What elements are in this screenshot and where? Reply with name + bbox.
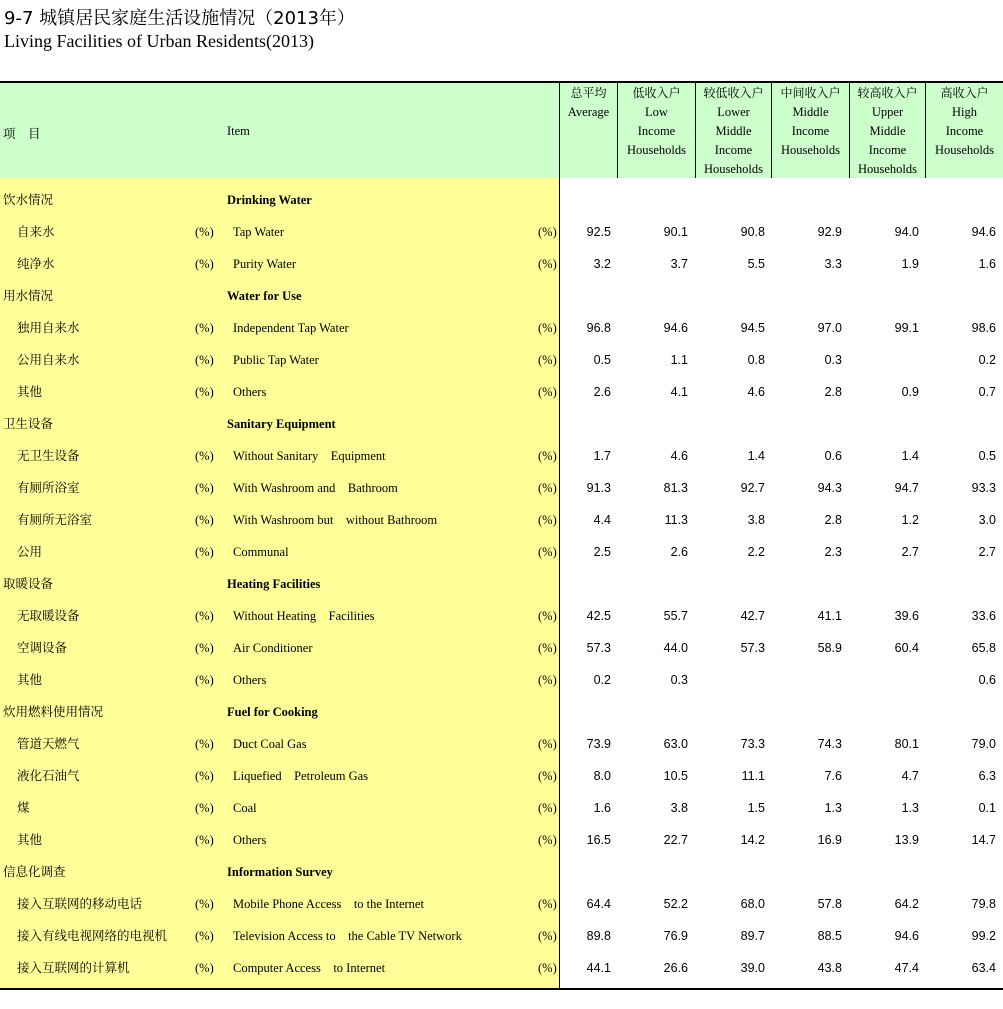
unit-zh: (%)	[195, 897, 214, 911]
category-label-en: Fuel for Cooking	[227, 705, 318, 719]
value-cell: 0.1	[978, 801, 996, 815]
item-label-zh: 有厕所浴室	[17, 480, 80, 495]
unit-zh: (%)	[195, 545, 214, 559]
value-cell: 44.1	[586, 961, 611, 975]
category-row	[0, 408, 1003, 440]
item-label-en: Liquefied Petroleum Gas	[233, 769, 369, 783]
value-cell: 2.5	[593, 545, 611, 559]
value-cell: 88.5	[817, 929, 842, 943]
item-label-en: Independent Tap Water	[233, 321, 349, 335]
category-label-zh: 用水情况	[3, 288, 54, 303]
value-cell: 6.3	[978, 769, 996, 783]
category-row	[0, 696, 1003, 728]
table-row	[0, 504, 1003, 536]
value-cell: 4.1	[670, 385, 688, 399]
unit-en: (%)	[538, 801, 557, 815]
unit-en: (%)	[538, 833, 557, 847]
value-cell: 89.7	[740, 929, 765, 943]
value-cell: 3.8	[747, 513, 765, 527]
column-header-en-line: Households	[857, 162, 918, 176]
item-label-en: Others	[233, 385, 267, 399]
value-cell: 2.6	[593, 385, 611, 399]
value-cell: 94.6	[663, 321, 688, 335]
unit-zh: (%)	[195, 321, 214, 335]
value-cell: 3.0	[978, 513, 996, 527]
item-label-en: Others	[233, 833, 267, 847]
value-cell: 63.0	[663, 737, 688, 751]
column-header-en-line: Households	[626, 143, 687, 157]
unit-zh: (%)	[195, 961, 214, 975]
value-cell: 1.2	[901, 513, 919, 527]
value-cell: 4.7	[901, 769, 919, 783]
value-cell: 7.6	[824, 769, 842, 783]
item-label-en: Without Sanitary Equipment	[233, 449, 386, 463]
item-label-zh: 接入互联网的移动电话	[17, 896, 143, 911]
unit-en: (%)	[538, 769, 557, 783]
table-row	[0, 632, 1003, 664]
column-header-en-line: Income	[714, 143, 753, 157]
value-cell: 4.6	[747, 385, 765, 399]
table-row	[0, 440, 1003, 472]
unit-en: (%)	[538, 449, 557, 463]
value-cell: 0.5	[593, 353, 611, 367]
category-label-zh: 炊用燃料使用情况	[3, 704, 104, 719]
value-cell: 22.7	[663, 833, 688, 847]
unit-en: (%)	[538, 897, 557, 911]
value-cell: 1.3	[901, 801, 919, 815]
unit-en: (%)	[538, 609, 557, 623]
column-header-zh: 较低收入户	[703, 86, 764, 100]
item-label-zh: 公用	[17, 544, 43, 559]
value-cell: 0.2	[978, 353, 996, 367]
column-header-en-line: Middle	[792, 105, 829, 119]
item-label-en: Coal	[233, 801, 257, 815]
value-cell: 92.7	[740, 481, 765, 495]
value-cell: 68.0	[740, 897, 765, 911]
value-cell: 5.5	[747, 257, 765, 271]
value-cell: 8.0	[593, 769, 611, 783]
value-cell: 3.2	[593, 257, 611, 271]
value-cell: 55.7	[663, 609, 688, 623]
unit-en: (%)	[538, 545, 557, 559]
value-cell: 2.7	[978, 545, 996, 559]
table-row	[0, 888, 1003, 920]
unit-zh: (%)	[195, 225, 214, 239]
item-label-en: Air Conditioner	[233, 641, 313, 655]
value-cell: 58.9	[817, 641, 842, 655]
value-cell: 64.2	[894, 897, 919, 911]
item-label-zh: 接入有线电视网络的电视机	[17, 928, 168, 943]
category-label-en: Drinking Water	[227, 193, 312, 207]
column-header-en-line: Lower	[717, 105, 750, 119]
category-row	[0, 568, 1003, 600]
value-cell: 92.5	[586, 225, 611, 239]
value-cell: 1.5	[747, 801, 765, 815]
value-cell: 16.5	[586, 833, 611, 847]
category-label-zh: 饮水情况	[3, 192, 54, 207]
table-row	[0, 472, 1003, 504]
item-label-zh: 纯净水	[17, 256, 55, 271]
value-cell: 99.1	[894, 321, 919, 335]
unit-zh: (%)	[195, 385, 214, 399]
value-cell: 98.6	[971, 321, 996, 335]
value-cell: 2.6	[670, 545, 688, 559]
table-row	[0, 312, 1003, 344]
value-cell: 57.8	[817, 897, 842, 911]
value-cell: 1.4	[747, 449, 765, 463]
category-label-en: Water for Use	[227, 289, 302, 303]
value-cell: 63.4	[971, 961, 996, 975]
value-cell: 94.6	[894, 929, 919, 943]
table-row	[0, 792, 1003, 824]
value-cell: 80.1	[894, 737, 919, 751]
value-cell: 1.1	[670, 353, 688, 367]
value-cell: 10.5	[663, 769, 688, 783]
table-bottom-rule	[0, 988, 1003, 990]
table-row	[0, 824, 1003, 856]
unit-zh: (%)	[195, 449, 214, 463]
unit-zh: (%)	[195, 609, 214, 623]
column-header-zh: 中间收入户	[780, 86, 841, 100]
value-cell: 0.3	[670, 673, 688, 687]
category-label-zh: 信息化调查	[3, 864, 66, 879]
unit-en: (%)	[538, 737, 557, 751]
value-cell: 65.8	[971, 641, 996, 655]
column-header-en-line: Households	[703, 162, 764, 176]
value-cell: 89.8	[586, 929, 611, 943]
item-label-zh: 无卫生设备	[17, 448, 80, 463]
item-label-en: Television Access to the Cable TV Network	[233, 929, 462, 943]
value-cell: 97.0	[817, 321, 842, 335]
item-label-en: Without Heating Facilities	[233, 609, 375, 623]
value-cell: 4.6	[670, 449, 688, 463]
column-header-en-line: Middle	[869, 124, 906, 138]
value-cell: 3.7	[670, 257, 688, 271]
item-label-en: Computer Access to Internet	[233, 961, 386, 975]
unit-en: (%)	[538, 641, 557, 655]
column-header-zh: 总平均	[570, 86, 607, 100]
table-row	[0, 216, 1003, 248]
column-header-en-line: Income	[637, 124, 676, 138]
value-cell: 1.3	[824, 801, 842, 815]
item-label-zh: 接入互联网的计算机	[17, 960, 130, 975]
item-label-en: Communal	[233, 545, 289, 559]
table-row	[0, 600, 1003, 632]
unit-zh: (%)	[195, 353, 214, 367]
value-cell: 0.7	[978, 385, 996, 399]
value-cell: 1.9	[901, 257, 919, 271]
unit-en: (%)	[538, 353, 557, 367]
unit-en: (%)	[538, 961, 557, 975]
value-cell: 91.3	[586, 481, 611, 495]
item-label-zh: 独用自来水	[17, 320, 80, 335]
table-row	[0, 728, 1003, 760]
value-cell: 0.9	[901, 385, 919, 399]
unit-en: (%)	[538, 257, 557, 271]
table-title-zh: 9-7 城镇居民家庭生活设施情况（2013年）	[4, 8, 355, 29]
column-header-en-line: Households	[780, 143, 841, 157]
value-cell: 99.2	[971, 929, 996, 943]
unit-en: (%)	[538, 481, 557, 495]
item-label-en: Purity Water	[233, 257, 296, 271]
value-cell: 3.3	[824, 257, 842, 271]
unit-en: (%)	[538, 929, 557, 943]
item-label-zh: 管道天燃气	[17, 736, 80, 751]
value-cell: 2.8	[824, 385, 842, 399]
column-header-en-line: Households	[934, 143, 995, 157]
value-cell: 52.2	[663, 897, 688, 911]
unit-en: (%)	[538, 225, 557, 239]
unit-zh: (%)	[195, 769, 214, 783]
column-header-zh: 低收入户	[632, 86, 681, 100]
value-cell: 1.6	[593, 801, 611, 815]
value-cell: 64.4	[586, 897, 611, 911]
value-cell: 3.8	[670, 801, 688, 815]
category-row	[0, 184, 1003, 216]
unit-zh: (%)	[195, 481, 214, 495]
value-cell: 33.6	[971, 609, 996, 623]
column-header-en-line: Income	[868, 143, 907, 157]
value-cell: 76.9	[663, 929, 688, 943]
item-label-zh: 煤	[17, 800, 30, 815]
unit-en: (%)	[538, 321, 557, 335]
table-row	[0, 920, 1003, 952]
category-label-zh: 取暖设备	[3, 576, 54, 591]
value-cell: 79.0	[971, 737, 996, 751]
item-label-zh: 其他	[17, 672, 43, 687]
value-cell: 2.7	[901, 545, 919, 559]
value-cell: 96.8	[586, 321, 611, 335]
item-label-en: Others	[233, 673, 267, 687]
data-table	[0, 81, 1003, 990]
value-cell: 26.6	[663, 961, 688, 975]
unit-zh: (%)	[195, 737, 214, 751]
value-cell: 93.3	[971, 481, 996, 495]
value-cell: 0.6	[978, 673, 996, 687]
column-header-en-line: Low	[645, 105, 668, 119]
value-cell: 16.9	[817, 833, 842, 847]
item-label-en: Public Tap Water	[233, 353, 319, 367]
item-label-en: Mobile Phone Access to the Internet	[233, 897, 424, 911]
value-cell: 1.4	[901, 449, 919, 463]
item-label-zh: 无取暖设备	[17, 608, 80, 623]
item-label-zh: 其他	[17, 832, 43, 847]
item-label-en: Duct Coal Gas	[233, 737, 307, 751]
category-label-en: Sanitary Equipment	[227, 417, 336, 431]
value-cell: 0.5	[978, 449, 996, 463]
value-cell: 42.7	[740, 609, 765, 623]
column-header-zh: 高收入户	[940, 86, 989, 100]
value-cell: 73.3	[740, 737, 765, 751]
value-cell: 14.7	[971, 833, 996, 847]
value-cell: 90.8	[740, 225, 765, 239]
category-label-en: Information Survey	[227, 865, 333, 879]
value-cell: 4.4	[593, 513, 611, 527]
category-row	[0, 856, 1003, 888]
table-row	[0, 760, 1003, 792]
unit-en: (%)	[538, 513, 557, 527]
table-row	[0, 248, 1003, 280]
column-header-zh: 较高收入户	[857, 86, 918, 100]
value-cell: 81.3	[663, 481, 688, 495]
category-label-en: Heating Facilities	[227, 577, 321, 591]
item-label-zh: 有厕所无浴室	[17, 512, 93, 527]
column-header-en-line: Middle	[715, 124, 752, 138]
table-row	[0, 536, 1003, 568]
unit-zh: (%)	[195, 801, 214, 815]
value-cell: 0.8	[747, 353, 765, 367]
value-cell: 39.6	[894, 609, 919, 623]
value-cell: 47.4	[894, 961, 919, 975]
value-cell: 11.3	[664, 513, 688, 527]
category-row	[0, 280, 1003, 312]
value-cell: 57.3	[740, 641, 765, 655]
item-label-zh: 公用自来水	[17, 352, 80, 367]
unit-zh: (%)	[195, 673, 214, 687]
value-cell: 44.0	[663, 641, 688, 655]
value-cell: 42.5	[586, 609, 611, 623]
unit-zh: (%)	[195, 513, 214, 527]
value-cell: 94.0	[894, 225, 919, 239]
value-cell: 94.5	[740, 321, 765, 335]
value-cell: 14.2	[740, 833, 765, 847]
value-cell: 0.3	[824, 353, 842, 367]
column-header-en-line: Upper	[871, 105, 904, 119]
value-cell: 0.6	[824, 449, 842, 463]
item-label-zh: 空调设备	[17, 640, 68, 655]
value-cell: 2.3	[824, 545, 842, 559]
value-cell: 11.1	[741, 769, 765, 783]
unit-en: (%)	[538, 385, 557, 399]
value-cell: 90.1	[663, 225, 688, 239]
unit-zh: (%)	[195, 929, 214, 943]
unit-en: (%)	[538, 673, 557, 687]
column-header-en-line: Income	[945, 124, 984, 138]
value-cell: 2.2	[747, 545, 765, 559]
column-header-en-line: High	[952, 105, 977, 119]
table-row	[0, 344, 1003, 376]
value-cell: 57.3	[586, 641, 611, 655]
table-row	[0, 376, 1003, 408]
unit-zh: (%)	[195, 833, 214, 847]
category-label-zh: 卫生设备	[3, 416, 54, 431]
item-label-zh: 自来水	[17, 224, 55, 239]
value-cell: 94.7	[894, 481, 919, 495]
value-cell: 41.1	[817, 609, 842, 623]
item-label-en: Tap Water	[233, 225, 284, 239]
item-label-zh: 液化石油气	[17, 768, 80, 783]
item-label-en: With Washroom but without Bathroom	[233, 513, 438, 527]
unit-zh: (%)	[195, 257, 214, 271]
header-item-zh: 项 目	[3, 126, 41, 141]
value-cell: 92.9	[817, 225, 842, 239]
column-header-en-line: Income	[791, 124, 830, 138]
unit-zh: (%)	[195, 641, 214, 655]
value-cell: 2.8	[824, 513, 842, 527]
table-row	[0, 952, 1003, 984]
value-cell: 73.9	[586, 737, 611, 751]
table-row	[0, 664, 1003, 696]
value-cell: 0.2	[593, 673, 611, 687]
value-cell: 74.3	[817, 737, 842, 751]
value-cell: 13.9	[894, 833, 919, 847]
item-label-zh: 其他	[17, 384, 43, 399]
value-cell: 43.8	[817, 961, 842, 975]
value-cell: 39.0	[740, 961, 765, 975]
table-title-en: Living Facilities of Urban Residents(2013)	[4, 31, 314, 51]
value-cell: 1.6	[978, 257, 996, 271]
column-header-en-line: Average	[567, 105, 610, 119]
value-cell: 94.6	[971, 225, 996, 239]
value-cell: 79.8	[971, 897, 996, 911]
header-item-en: Item	[227, 124, 250, 138]
value-cell: 60.4	[894, 641, 919, 655]
value-cell: 1.7	[593, 449, 611, 463]
value-cell: 94.3	[817, 481, 842, 495]
item-label-en: With Washroom and Bathroom	[233, 481, 398, 495]
